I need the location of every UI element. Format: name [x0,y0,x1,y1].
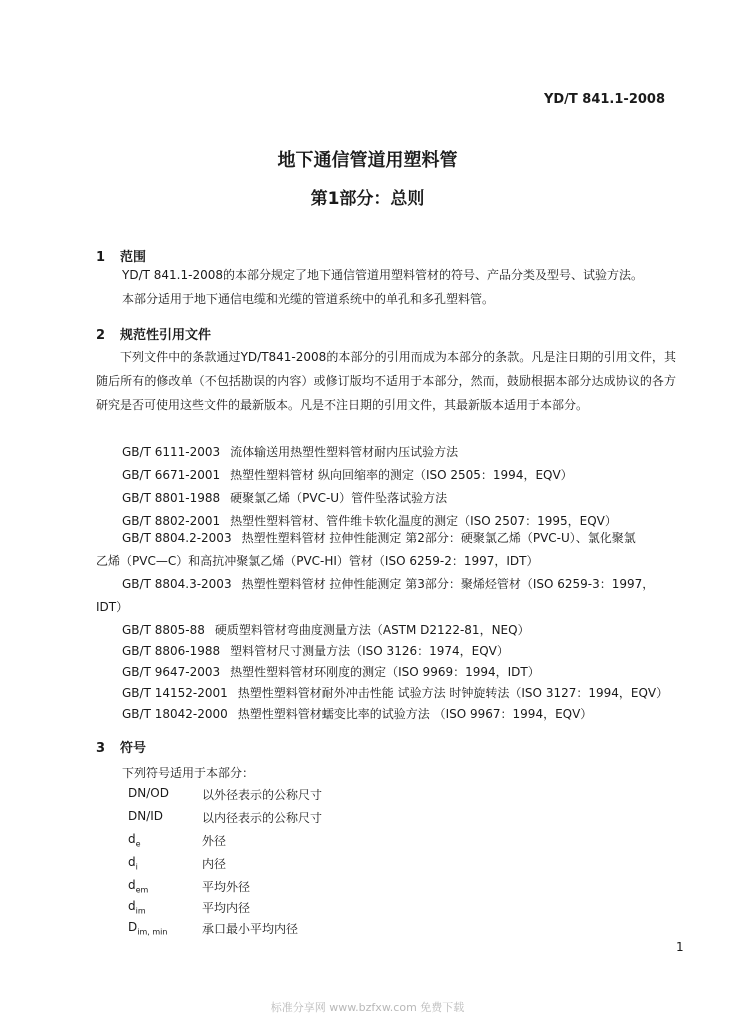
symbol-subscript: e [135,839,141,849]
reference-title: 热塑性塑料管材环刚度的测定（ISO 9969：1994，IDT） [230,665,540,679]
reference-title: 硬聚氯乙烯（PVC-U）管件坠落试验方法 [230,491,448,505]
symbol-subscript: im [135,906,146,916]
symbol [128,832,141,848]
symbol [128,899,146,915]
section-2-heading [96,324,211,343]
section-number: 2 [96,328,106,343]
reference-code: GB/T 8802-2001 [122,514,221,528]
reference-title: 塑料管材尺寸测量方法（ISO 3126：1974，EQV） [230,644,509,658]
section-title: 符号 [120,741,147,756]
reference-title: 热塑性塑料管材 拉伸性能测定 第3部分：聚烯烃管材（ISO 6259-3：1997， [241,577,655,591]
reference-code: GB/T 8805-88 [122,623,205,637]
reference-item [122,512,617,529]
standard-code: YD/T 841.1-2008 [543,92,665,107]
reference-item [122,684,668,701]
reference-item [122,705,592,722]
section-1-line: YD/T 841.1-2008的本部分规定了地下通信管道用塑料管材的符号、产品分类及型号、试验方法。 [122,268,643,282]
reference-title: IDT） [96,600,129,614]
reference-code: GB/T 18042-2000 [122,707,228,721]
symbol-description: 平均内径 [202,901,251,915]
reference-item [122,529,636,546]
symbol [128,920,167,936]
section-number: 3 [96,741,106,756]
symbol [128,786,169,802]
reference-code: GB/T 8804.3-2003 [122,577,232,591]
section-3-intro: 下列符号适用于本部分： [122,766,255,780]
symbol-description: 以内径表示的公称尺寸 [202,811,323,825]
reference-title: 热塑性塑料管材 拉伸性能测定 第2部分：硬聚氯乙烯（PVC-U）、氯化聚氯 [241,531,636,545]
reference-item [122,575,654,592]
reference-code: GB/T 14152-2001 [122,686,228,700]
symbol-text: DN/ID [128,809,164,823]
document-part-title: 第1部分：总则 [310,189,425,209]
symbol [128,878,148,894]
reference-title: 乙烯（PVC—C）和高抗冲聚氯乙烯（PVC-HI）管材（ISO 6259-2：1997，IDT） [96,554,539,568]
reference-title: 热塑性塑料管材耐外冲击性能 试验方法 时钟旋转法（ISO 3127：1994，EQV） [237,686,669,700]
symbol-description: 承口最小平均内径 [202,922,299,936]
reference-item-continued [96,598,128,615]
symbol-description: 以外径表示的公称尺寸 [202,788,323,802]
reference-title: 热塑性塑料管材、管件维卡软化温度的测定（ISO 2507：1995，EQV） [230,514,617,528]
reference-item [122,443,458,460]
reference-code: GB/T 6671-2001 [122,468,221,482]
reference-item [122,466,573,483]
symbol-text: D [128,920,138,934]
reference-item [122,663,540,680]
document-title: 地下通信管道用塑料管 [277,150,458,171]
section-title: 范围 [120,250,147,265]
section-1-heading [96,246,146,265]
symbol-text: DN/OD [128,786,169,800]
reference-code: GB/T 8804.2-2003 [122,531,232,545]
reference-item [122,621,530,638]
section-number: 1 [96,250,106,265]
reference-title: 热塑性塑料管材 纵向回缩率的测定（ISO 2505：1994，EQV） [230,468,573,482]
reference-item [122,642,509,659]
symbol-subscript: em [135,885,149,895]
reference-item [122,489,447,506]
symbol-text: d [128,899,136,913]
symbol-text: d [128,855,136,869]
reference-code: GB/T 8806-1988 [122,644,221,658]
symbol-subscript: im, min [137,927,168,937]
section-1-line: 本部分适用于地下通信电缆和光缆的管道系统中的单孔和多孔塑料管。 [122,292,495,306]
symbol-description: 内径 [202,857,227,871]
symbol [128,809,163,825]
symbol-description: 外径 [202,834,227,848]
section-2-intro: 下列文件中的条款通过YD/T841-2008的本部分的引用而成为本部分的条款。凡是注日期的引用文件，其随后所有的修改单（不包括勘误的内容）或修订版均不适用于本部分，然而，鼓励根据本部分达成协议的各方研究是否可使用这些文件的最新版本。凡是不注日期的引用文件，其最新版本适用于本部分。 [96,350,676,412]
reference-code: GB/T 6111-2003 [122,445,221,459]
symbol-text: d [128,832,136,846]
reference-title: 流体输送用热塑性塑料管材耐内压试验方法 [230,445,459,459]
reference-code: GB/T 9647-2003 [122,665,221,679]
symbol-description: 平均外径 [202,880,251,894]
reference-item-continued [96,552,539,569]
reference-title: 硬质塑料管材弯曲度测量方法（ASTM D2122-81，NEQ） [214,623,530,637]
section-title: 规范性引用文件 [120,328,212,343]
reference-title: 热塑性塑料管材蠕变比率的试验方法 （ISO 9967：1994，EQV） [237,707,593,721]
watermark: 标准分享网 www.bzfxw.com 免费下载 [270,1001,465,1014]
symbol-text: d [128,878,136,892]
section-3-heading [96,737,146,756]
symbol [128,855,138,871]
page-number: 1 [676,940,684,954]
symbol-subscript: i [135,862,138,872]
reference-code: GB/T 8801-1988 [122,491,221,505]
